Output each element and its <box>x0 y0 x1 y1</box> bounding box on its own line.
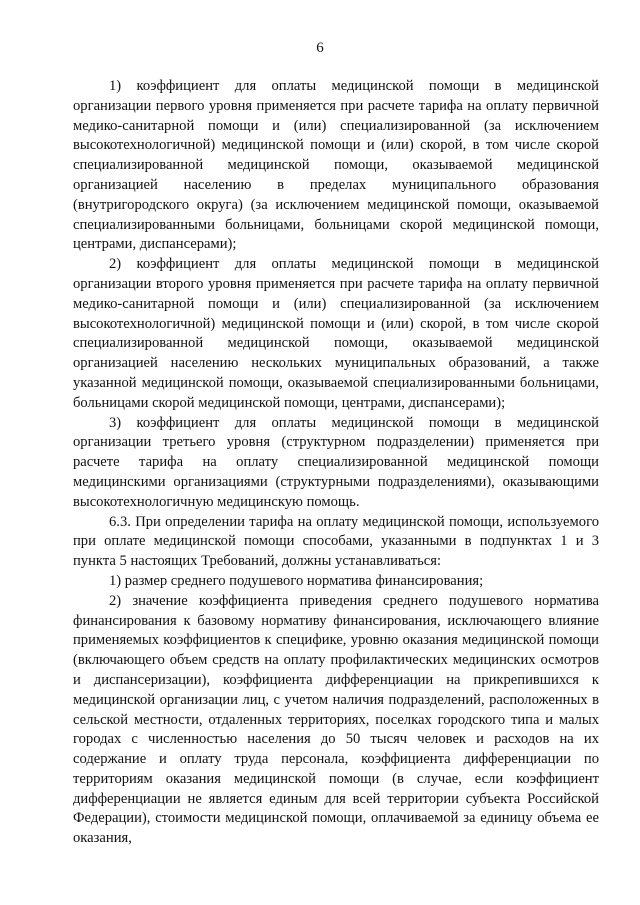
paragraph-item-1-average-norm: 1) размер среднего подушевого норматива финансирования; <box>109 572 484 589</box>
paragraph-item-2-coefficient-value: 2) значение коэффициента приведения среднего подушевого норматива финансирования к базовому нормативу финансирования, исключающего влияние применяемых коэффициентов к специфике, уровню оказания медицинской помощи (включающего объем средств на оплату профилактических медицинских осмотров и диспансеризации), коэффициента дифференциации на прикрепившихся к медицинской организации лиц, с учетом наличия подразделений, расположенных в сельской местности, отдаленных территориях, поселках городского типа и малых городах с численностью населения до 50 тысяч человек и расходов на их содержание и оплату труда персонала, коэффициента дифференциации по территориям оказания медицинской помощи (в случае, если коэффициент дифференциации не является единым для всей территории субъекта Российской Федерации), стоимости медицинской помощи, оплачиваемой за единицу объема ее оказания, <box>73 592 599 847</box>
paragraph-coefficient-level-1: 1) коэффициент для оплаты медицинской помощи в медицинской организации первого уровня применяется при расчете тарифа на оплату первичной медико-санитарной помощи и (или) специализированной (за исключением высокотехнологичной) медицинской помощи и (или) скорой, в том числе скорой специализированной медицинской помощи, оказываемой медицинской организацией населению в пределах муниципального образования (внутригородского округа) (за исключением медицинской помощи, оказываемой специализированными больницами, больницами скорой медицинской помощи, центрами, диспансерами); <box>73 78 599 253</box>
paragraph-coefficient-level-2: 2) коэффициент для оплаты медицинской помощи в медицинской организации второго уровня применяется при расчете тарифа на оплату первичной медико-санитарной помощи и (или) специализированной (за исключением высокотехнологичной) медицинской помощи и (или) скорой, в том числе скорой специализированной медицинской помощи, оказываемой медицинской организацией населению нескольких муниципальных образований, а также указанной медицинской помощи, оказываемой специализированными больницами, больницами скорой медицинской помощи, центрами, диспансерами); <box>73 256 599 411</box>
document-body <box>73 77 599 849</box>
page-number: 6 <box>316 40 324 56</box>
paragraph-coefficient-level-3: 3) коэффициент для оплаты медицинской помощи в медицинской организации третьего уровня (структурном подразделении) применяется при расчете тарифа на оплату специализированной медицинской помощи медицинскими организациями (структурными подразделениями), оказывающими высокотехнологичную медицинскую помощь. <box>73 414 599 510</box>
paragraph-section-6-3: 6.3. При определении тарифа на оплату медицинской помощи, используемого при оплате медицинской помощи способами, указанными в подпунктах 1 и 3 пункта 5 настоящих Требований, должны устанавливаться: <box>73 513 599 570</box>
